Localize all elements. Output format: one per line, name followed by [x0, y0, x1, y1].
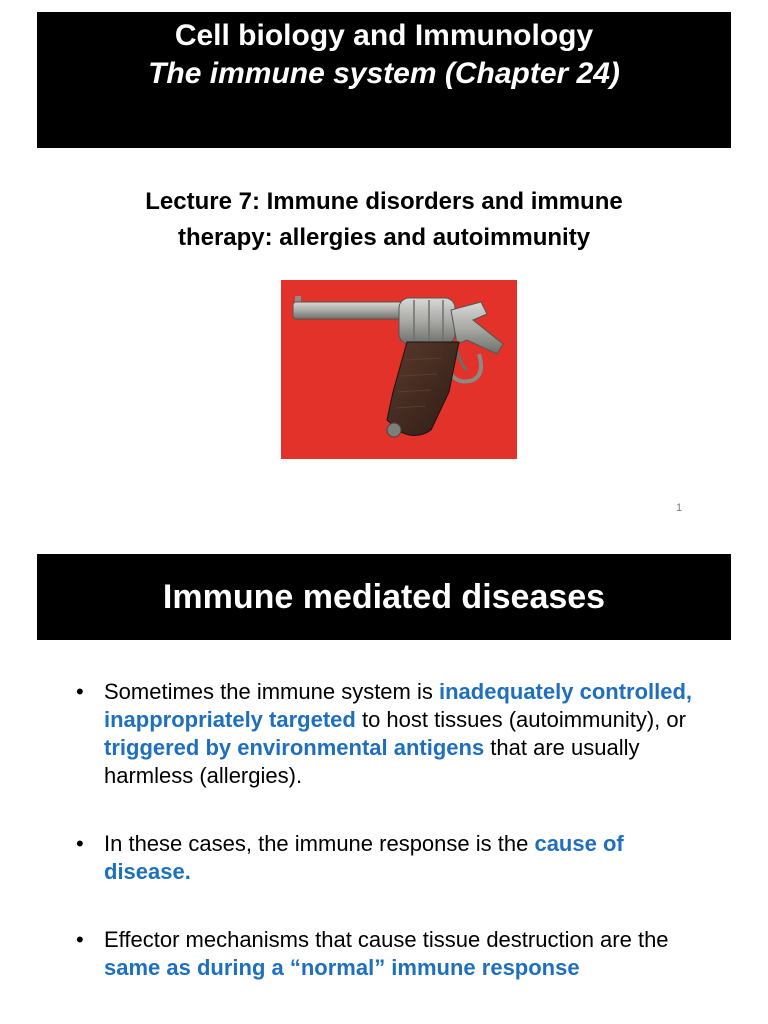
bullet-text: In these cases, the immune response is the — [104, 831, 535, 856]
chapter-title: The immune system (Chapter 24) — [148, 57, 620, 90]
bullet-text: to host tissues (autoimmunity), or — [355, 707, 686, 732]
bullet-item — [76, 830, 696, 886]
slide-title: Immune mediated diseases — [162, 578, 606, 616]
lecture-subtitle — [80, 184, 688, 256]
subtitle-line-1: Lecture 7: Immune disorders and immune — [145, 188, 623, 215]
revolver-illustration — [281, 280, 517, 459]
highlighted-text: triggered by environmental antigens — [104, 735, 485, 760]
slide-2 — [0, 540, 768, 1024]
bullet-item — [76, 926, 696, 982]
bullet-text: Effector mechanisms that cause tissue destruction are the — [104, 927, 669, 952]
title-bar — [37, 554, 731, 640]
bullet-text: that are usually harmless (allergies). — [104, 735, 640, 788]
bullet-item — [76, 678, 696, 790]
highlighted-text: same as during a “normal” immune response — [104, 955, 580, 980]
highlighted-text: inadequately controlled, inappropriately targeted — [104, 679, 693, 732]
revolver-image — [281, 280, 517, 459]
course-title: Cell biology and Immunology — [174, 19, 594, 52]
highlighted-text: cause of disease. — [104, 831, 624, 884]
page-number: 1 — [676, 502, 683, 514]
bullet-text: Sometimes the immune system is — [104, 679, 439, 704]
title-bar — [37, 12, 731, 148]
bullet-list — [76, 678, 696, 1022]
subtitle-line-2: therapy: allergies and autoimmunity — [177, 224, 591, 251]
